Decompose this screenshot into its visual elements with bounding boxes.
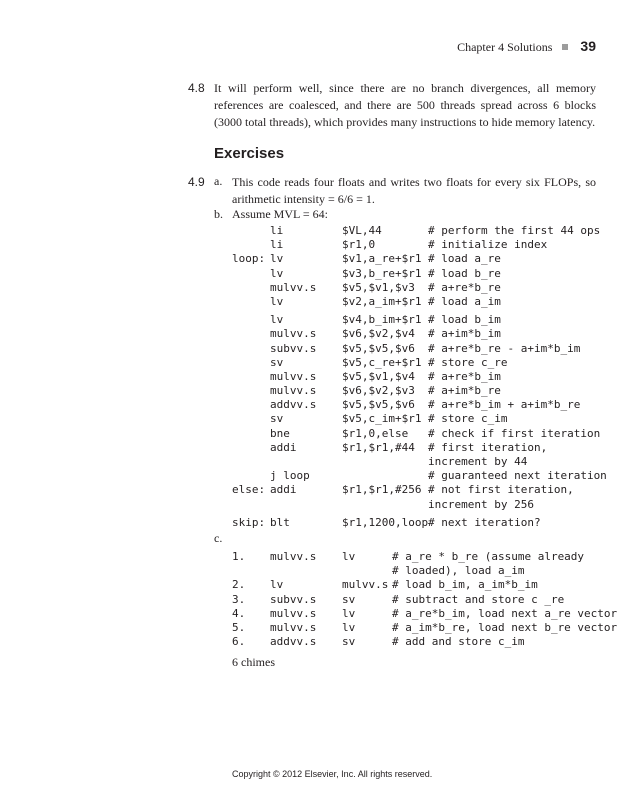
- code-operands: $v6,$v2,$v3: [342, 384, 415, 398]
- chapter-title: Chapter 4 Solutions: [457, 40, 553, 54]
- answer-4-8-text: It will perform well, since there are no branch divergences, all memory references are coalesced, and there are 500 threads spread across 6 blocks (3000 total threads), which provides many instructions to hide memory latency.: [214, 81, 596, 129]
- code-comment: # store c_im: [428, 412, 508, 426]
- code-operands: $v3,b_re+$r1: [342, 266, 422, 280]
- code-comment: # a+re*b_re: [428, 280, 501, 294]
- code-opcode: li: [270, 224, 284, 237]
- copyright-footer: Copyright © 2012 Elsevier, Inc. All rights reserved.: [232, 769, 433, 779]
- chime-number: 2.: [232, 578, 246, 592]
- code-operands: $VL,44: [342, 224, 382, 237]
- code-comment: # a+im*b_im: [428, 327, 501, 341]
- code-operands: $r1,1200,loop: [342, 515, 429, 529]
- code-opcode: li: [270, 238, 284, 252]
- part-b-text: Assume MVL = 64:: [232, 207, 328, 221]
- code-operands: $v6,$v2,$v4: [342, 327, 415, 341]
- code-comment: increment by 256: [428, 497, 534, 511]
- code-operands: $r1,$r1,#256: [342, 483, 422, 497]
- chime-number: 6.: [232, 635, 246, 649]
- chime-instr-1: lv: [270, 578, 284, 592]
- code-comment: # check if first iteration: [428, 426, 601, 440]
- code-comment: # a+im*b_re: [428, 384, 501, 398]
- code-opcode: lv: [270, 294, 284, 308]
- code-comment: # next iteration?: [428, 515, 541, 529]
- code-opcode: lv: [270, 252, 284, 266]
- separator-square-icon: [562, 44, 568, 50]
- code-opcode: subvv.s: [270, 341, 317, 355]
- chime-instr-1: mulvv.s: [270, 620, 317, 634]
- code-opcode: bne: [270, 426, 290, 440]
- chime-instr-1: mulvv.s: [270, 606, 317, 620]
- code-comment: # first iteration,: [428, 440, 548, 454]
- chime-number: 4.: [232, 606, 246, 620]
- code-comment: increment by 44: [428, 455, 528, 468]
- code-operands: $v1,a_re+$r1: [342, 252, 422, 266]
- exercises-heading: Exercises: [214, 145, 285, 162]
- chime-comment: # loaded), load a_im: [392, 564, 525, 578]
- chime-instr-2: mulvv.s: [342, 578, 389, 592]
- code-comment: # store c_re: [428, 355, 508, 369]
- code-comment: # a+re*b_im: [428, 369, 501, 383]
- chime-comment: # a_im*b_re, load next b_re vector: [392, 620, 618, 634]
- part-c-label: c.: [214, 531, 223, 545]
- chime-instr-2: sv: [342, 592, 356, 606]
- chime-instr-2: lv: [342, 550, 356, 563]
- code-comment: # load b_re: [428, 266, 501, 280]
- code-comment: # perform the first 44 ops: [428, 224, 601, 237]
- chime-instr-1: mulvv.s: [270, 550, 317, 563]
- code-opcode: sv: [270, 355, 284, 369]
- code-opcode: addi: [270, 440, 297, 454]
- code-opcode: lv: [270, 313, 284, 327]
- chime-comment: # add and store c_im: [392, 635, 525, 649]
- code-comment: # a+re*b_im + a+im*b_re: [428, 398, 581, 412]
- code-comment: # load a_im: [428, 294, 501, 308]
- code-opcode: addvv.s: [270, 398, 317, 412]
- chime-instr-2: sv: [342, 635, 356, 649]
- code-opcode: j loop: [270, 469, 310, 483]
- code-comment: # load a_re: [428, 252, 501, 266]
- chime-instr-1: subvv.s: [270, 592, 317, 606]
- code-opcode: lv: [270, 266, 284, 280]
- code-label: else:: [232, 483, 266, 497]
- chime-number: 5.: [232, 620, 246, 634]
- code-operands: $v5,$v5,$v6: [342, 398, 415, 412]
- running-header: [457, 38, 596, 55]
- code-opcode: mulvv.s: [270, 384, 317, 398]
- code-operands: $v2,a_im+$r1: [342, 294, 422, 308]
- code-opcode: addi: [270, 483, 297, 497]
- code-operands: $v5,c_re+$r1: [342, 355, 422, 369]
- part-b-label: b.: [214, 207, 223, 221]
- code-label: skip:: [232, 515, 266, 529]
- chime-number: 3.: [232, 592, 246, 606]
- code-opcode: mulvv.s: [270, 327, 317, 341]
- code-operands: $v5,c_im+$r1: [342, 412, 422, 426]
- code-comment: # load b_im: [428, 313, 501, 327]
- question-number-4-9: 4.9: [188, 175, 205, 189]
- code-operands: $v5,$v5,$v6: [342, 341, 415, 355]
- code-opcode: sv: [270, 412, 284, 426]
- chime-comment: # a_re*b_im, load next a_re vector: [392, 606, 618, 620]
- code-comment: # guaranteed next iteration: [428, 469, 607, 483]
- chime-instr-2: lv: [342, 620, 356, 634]
- code-comment: # a+re*b_re - a+im*b_im: [428, 341, 581, 355]
- chime-instr-1: addvv.s: [270, 635, 317, 649]
- code-operands: $v5,$v1,$v4: [342, 369, 415, 383]
- chime-comment: # a_re * b_re (assume already: [392, 550, 585, 563]
- code-opcode: mulvv.s: [270, 280, 317, 294]
- code-operands: $r1,0: [342, 238, 376, 252]
- code-operands: $r1,$r1,#44: [342, 440, 415, 454]
- code-operands: $v5,$v1,$v3: [342, 280, 415, 294]
- part-a-label: a.: [214, 174, 223, 188]
- chime-comment: # subtract and store c _re: [392, 592, 565, 606]
- page-number: 39: [580, 38, 596, 54]
- code-opcode: blt: [270, 515, 290, 529]
- code-comment: # initialize index: [428, 238, 548, 252]
- code-label: loop:: [232, 252, 266, 266]
- code-comment: # not first iteration,: [428, 483, 574, 497]
- chime-instr-2: lv: [342, 606, 356, 620]
- part-a-text: This code reads four floats and writes two floats for every six FLOPs, so arithmetic intensity = 6/6 = 1.: [232, 175, 596, 206]
- chime-comment: # load b_im, a_im*b_im: [392, 578, 538, 592]
- code-operands: $v4,b_im+$r1: [342, 313, 422, 327]
- code-opcode: mulvv.s: [270, 369, 317, 383]
- question-number-4-8: 4.8: [188, 81, 205, 95]
- code-operands: $r1,0,else: [342, 426, 409, 440]
- chimes-count: 6 chimes: [232, 655, 275, 669]
- chime-number: 1.: [232, 550, 246, 563]
